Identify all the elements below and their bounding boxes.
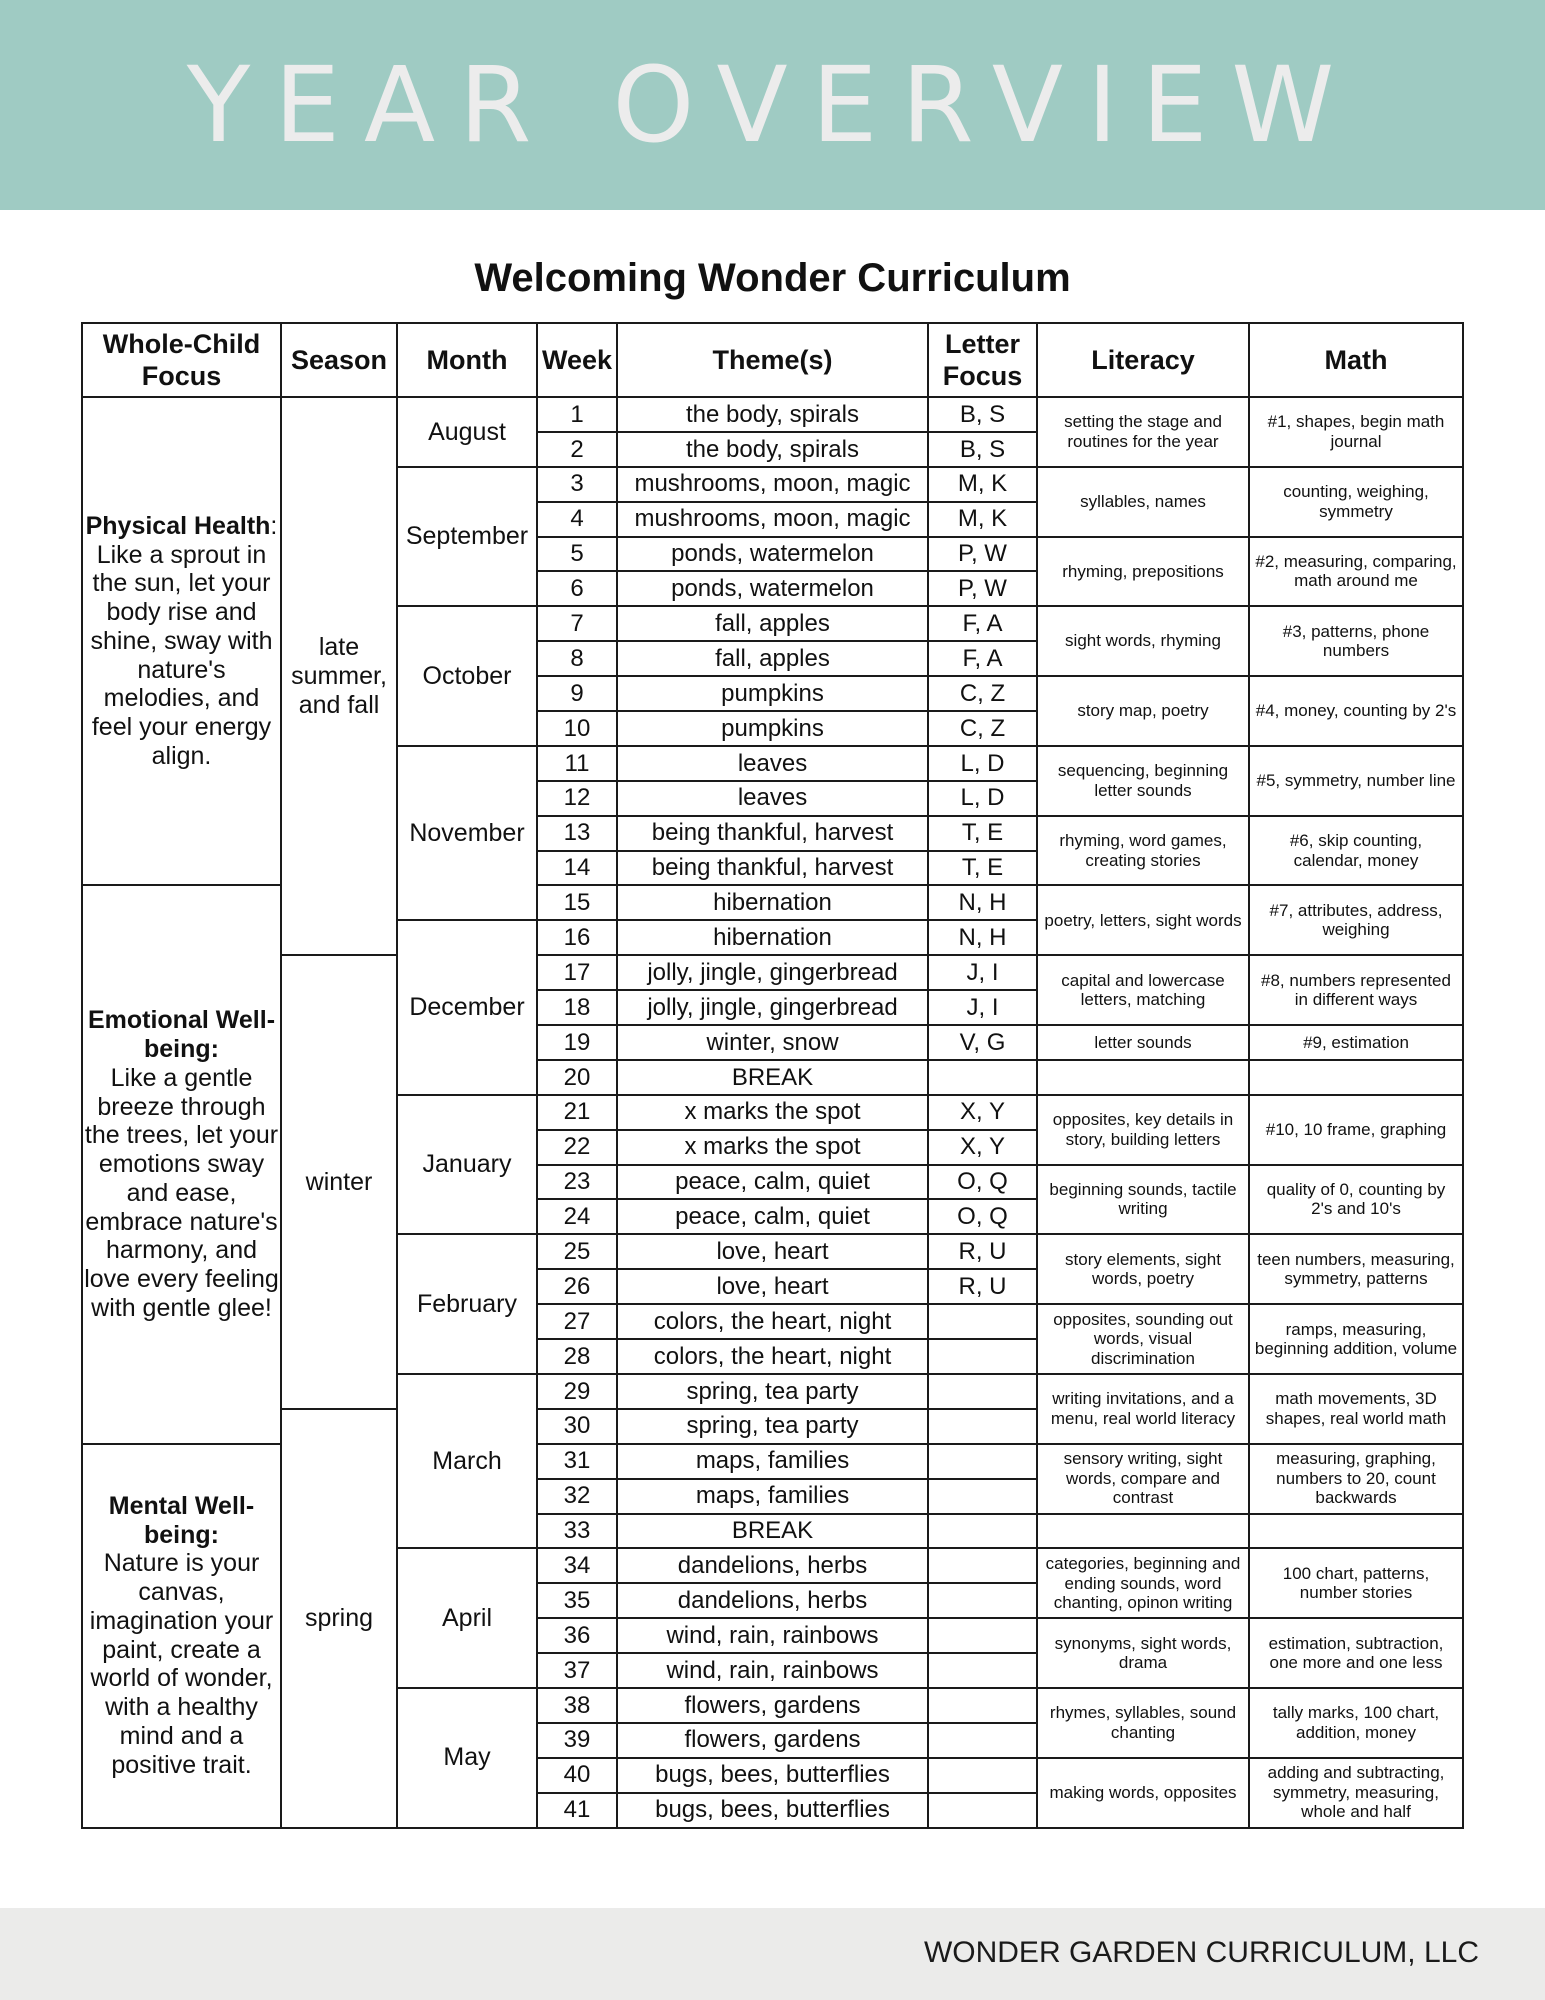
math-text: #1, shapes, begin math journal — [1267, 412, 1445, 451]
theme-cell: mushrooms, moon, magic — [617, 502, 928, 537]
week-cell: 3 — [537, 467, 617, 502]
week-cell: 9 — [537, 676, 617, 711]
math-cell — [1249, 1095, 1463, 1165]
literacy-text: rhyming, prepositions — [1062, 561, 1224, 581]
letter-focus-cell — [928, 1618, 1037, 1653]
week-cell: 35 — [537, 1583, 617, 1618]
literacy-cell — [1037, 746, 1249, 816]
letter-focus-cell — [928, 1583, 1037, 1618]
footer-company: WONDER GARDEN CURRICULUM, LLC — [923, 1936, 1479, 1969]
math-cell — [1249, 1165, 1463, 1235]
math-cell — [1249, 955, 1463, 1025]
literacy-text: opposites, sounding out words, visual discrimination — [1053, 1309, 1233, 1368]
literacy-cell — [1037, 1025, 1249, 1060]
month-cell: March — [397, 1374, 537, 1548]
math-text: adding and subtracting, symmetry, measuring, whole and half — [1267, 1763, 1445, 1822]
letter-focus-cell: C, Z — [928, 676, 1037, 711]
table-row — [82, 397, 1463, 432]
week-cell: 10 — [537, 711, 617, 746]
focus-cell — [82, 885, 281, 1443]
math-text: #4, money, counting by 2's — [1255, 701, 1457, 721]
week-cell: 2 — [537, 432, 617, 467]
theme-cell: the body, spirals — [617, 397, 928, 432]
math-text: estimation, subtraction, one more and one less — [1268, 1633, 1444, 1673]
math-text: tally marks, 100 chart, addition, money — [1272, 1703, 1440, 1742]
week-cell: 41 — [537, 1793, 617, 1828]
letter-focus-cell: M, K — [928, 502, 1037, 537]
col-header-season: Season — [281, 323, 397, 397]
week-cell: 7 — [537, 606, 617, 641]
theme-cell: flowers, gardens — [617, 1688, 928, 1723]
week-cell: 29 — [537, 1374, 617, 1409]
math-text: counting, weighing, symmetry — [1283, 482, 1429, 521]
literacy-cell — [1037, 1758, 1249, 1828]
focus-text: Like a gentle breeze through the trees, let your emotions sway and ease, embrace nature's harmony, and love every feeling with gentle glee! — [84, 1063, 279, 1322]
week-cell: 38 — [537, 1688, 617, 1723]
season-cell: spring — [281, 1409, 397, 1828]
math-cell — [1249, 1618, 1463, 1688]
math-cell — [1249, 467, 1463, 537]
week-cell: 20 — [537, 1060, 617, 1095]
theme-cell: jolly, jingle, gingerbread — [617, 955, 928, 990]
theme-cell: BREAK — [617, 1060, 928, 1095]
col-header-math: Math — [1249, 323, 1463, 397]
math-cell — [1249, 1444, 1463, 1514]
theme-cell: BREAK — [617, 1514, 928, 1549]
letter-focus-cell: T, E — [928, 816, 1037, 851]
letter-focus-cell: X, Y — [928, 1095, 1037, 1130]
banner-title: YEAR OVERVIEW — [186, 44, 1359, 166]
literacy-text: story elements, sight words, poetry — [1065, 1249, 1221, 1289]
focus-title: Mental Well-being: — [108, 1491, 255, 1549]
literacy-text: story map, poetry — [1077, 701, 1209, 721]
math-cell — [1249, 1234, 1463, 1304]
math-cell — [1249, 397, 1463, 467]
focus-text: Like a sprout in the sun, let your body rise and shine, sway with nature's melodies, and feel your energy align. — [90, 540, 273, 770]
week-cell: 27 — [537, 1304, 617, 1339]
literacy-cell — [1037, 1618, 1249, 1688]
theme-cell: wind, rain, rainbows — [617, 1653, 928, 1688]
col-header-theme: Theme(s) — [617, 323, 928, 397]
week-cell: 26 — [537, 1269, 617, 1304]
literacy-text: synonyms, sight words, drama — [1054, 1633, 1232, 1673]
letter-focus-cell: V, G — [928, 1025, 1037, 1060]
month-cell: February — [397, 1234, 537, 1374]
letter-focus-cell: L, D — [928, 781, 1037, 816]
math-cell — [1249, 606, 1463, 676]
theme-cell: spring, tea party — [617, 1374, 928, 1409]
letter-focus-cell — [928, 1479, 1037, 1514]
literacy-text: capital and lowercase letters, matching — [1061, 970, 1225, 1010]
week-cell: 17 — [537, 955, 617, 990]
week-cell: 24 — [537, 1199, 617, 1234]
theme-cell: maps, families — [617, 1444, 928, 1479]
theme-cell: ponds, watermelon — [617, 571, 928, 606]
theme-cell: peace, calm, quiet — [617, 1165, 928, 1200]
season-cell: winter — [281, 955, 397, 1409]
theme-cell: being thankful, harvest — [617, 851, 928, 886]
theme-cell: dandelions, herbs — [617, 1548, 928, 1583]
week-cell: 13 — [537, 816, 617, 851]
math-text: #7, attributes, address, weighing — [1269, 900, 1443, 940]
math-text: #8, numbers represented in different ways — [1261, 970, 1451, 1010]
literacy-text: syllables, names — [1080, 491, 1206, 511]
letter-focus-cell: P, W — [928, 571, 1037, 606]
month-cell: December — [397, 920, 537, 1094]
literacy-text: opposites, key details in story, building letters — [1052, 1110, 1234, 1149]
math-cell — [1249, 1548, 1463, 1618]
letter-focus-cell — [928, 1688, 1037, 1723]
theme-cell: maps, families — [617, 1479, 928, 1514]
literacy-text: poetry, letters, sight words — [1044, 910, 1242, 930]
literacy-text: setting the stage and routines for the year — [1064, 412, 1222, 451]
literacy-cell — [1037, 885, 1249, 955]
week-cell: 18 — [537, 990, 617, 1025]
literacy-cell — [1037, 1444, 1249, 1514]
week-cell: 31 — [537, 1444, 617, 1479]
literacy-cell — [1037, 606, 1249, 676]
math-text: teen numbers, measuring, symmetry, patterns — [1257, 1249, 1455, 1289]
math-text: ramps, measuring, beginning addition, volume — [1254, 1319, 1458, 1359]
theme-cell: ponds, watermelon — [617, 537, 928, 572]
header-row — [82, 323, 1463, 397]
letter-focus-cell: X, Y — [928, 1130, 1037, 1165]
week-cell: 36 — [537, 1618, 617, 1653]
letter-focus-cell: J, I — [928, 955, 1037, 990]
literacy-cell — [1037, 676, 1249, 746]
math-text: 100 chart, patterns, number stories — [1282, 1563, 1430, 1603]
week-cell: 1 — [537, 397, 617, 432]
theme-cell: the body, spirals — [617, 432, 928, 467]
letter-focus-cell — [928, 1060, 1037, 1095]
letter-focus-cell — [928, 1514, 1037, 1549]
letter-focus-cell: B, S — [928, 432, 1037, 467]
week-cell: 28 — [537, 1339, 617, 1374]
letter-focus-cell — [928, 1374, 1037, 1409]
math-cell — [1249, 1060, 1463, 1095]
month-cell: April — [397, 1548, 537, 1688]
literacy-cell — [1037, 1304, 1249, 1374]
letter-focus-cell: F, A — [928, 641, 1037, 676]
literacy-cell — [1037, 1548, 1249, 1618]
theme-cell: hibernation — [617, 920, 928, 955]
letter-focus-cell — [928, 1723, 1037, 1758]
theme-cell: colors, the heart, night — [617, 1304, 928, 1339]
curriculum-title: Welcoming Wonder Curriculum — [474, 256, 1071, 300]
theme-cell: leaves — [617, 781, 928, 816]
letter-focus-cell — [928, 1793, 1037, 1828]
week-cell: 40 — [537, 1758, 617, 1793]
literacy-text: sequencing, beginning letter sounds — [1057, 761, 1229, 800]
letter-focus-cell — [928, 1444, 1037, 1479]
month-cell: January — [397, 1095, 537, 1235]
year-overview-table — [81, 322, 1464, 1829]
math-cell — [1249, 1025, 1463, 1060]
math-cell — [1249, 746, 1463, 816]
literacy-text: writing invitations, and a menu, real world literacy — [1050, 1389, 1236, 1428]
letter-focus-cell: C, Z — [928, 711, 1037, 746]
math-cell — [1249, 1758, 1463, 1828]
theme-cell: pumpkins — [617, 676, 928, 711]
week-cell: 6 — [537, 571, 617, 606]
letter-focus-cell: F, A — [928, 606, 1037, 641]
theme-cell: hibernation — [617, 885, 928, 920]
week-cell: 37 — [537, 1653, 617, 1688]
theme-cell: love, heart — [617, 1269, 928, 1304]
math-cell — [1249, 1688, 1463, 1758]
week-cell: 32 — [537, 1479, 617, 1514]
month-cell: May — [397, 1688, 537, 1828]
month-cell: November — [397, 746, 537, 920]
theme-cell: fall, apples — [617, 641, 928, 676]
theme-cell: mushrooms, moon, magic — [617, 467, 928, 502]
theme-cell: winter, snow — [617, 1025, 928, 1060]
week-cell: 25 — [537, 1234, 617, 1269]
math-cell — [1249, 1374, 1463, 1444]
literacy-cell — [1037, 467, 1249, 537]
theme-cell: flowers, gardens — [617, 1723, 928, 1758]
letter-focus-cell: N, H — [928, 885, 1037, 920]
week-cell: 14 — [537, 851, 617, 886]
letter-focus-cell: B, S — [928, 397, 1037, 432]
focus-text: Nature is your canvas, imagination your paint, create a world of wonder, with a healthy mind and a positive trait. — [89, 1549, 274, 1779]
footer-bar — [0, 1908, 1545, 2000]
math-cell — [1249, 537, 1463, 607]
letter-focus-cell — [928, 1653, 1037, 1688]
theme-cell: x marks the spot — [617, 1130, 928, 1165]
week-cell: 5 — [537, 537, 617, 572]
letter-focus-cell: N, H — [928, 920, 1037, 955]
focus-cell — [82, 1444, 281, 1828]
focus-cell: Physical Health: Like a sprout in the sun, let your body rise and shine, sway with nature's melodies, and feel your energy align. — [82, 397, 281, 885]
math-cell — [1249, 1514, 1463, 1549]
math-text: measuring, graphing, numbers to 20, count backwards — [1276, 1449, 1436, 1508]
week-cell: 21 — [537, 1095, 617, 1130]
math-cell — [1249, 676, 1463, 746]
theme-cell: bugs, bees, butterflies — [617, 1793, 928, 1828]
letter-focus-cell — [928, 1304, 1037, 1339]
literacy-cell — [1037, 1374, 1249, 1444]
literacy-text: beginning sounds, tactile writing — [1049, 1179, 1237, 1219]
week-cell: 39 — [537, 1723, 617, 1758]
literacy-text: rhymes, syllables, sound chanting — [1049, 1703, 1237, 1742]
letter-focus-cell: O, Q — [928, 1199, 1037, 1234]
month-cell: September — [397, 467, 537, 607]
week-cell: 30 — [537, 1409, 617, 1444]
letter-focus-cell: T, E — [928, 851, 1037, 886]
literacy-cell — [1037, 1060, 1249, 1095]
math-cell — [1249, 885, 1463, 955]
letter-focus-cell: R, U — [928, 1269, 1037, 1304]
literacy-text: sight words, rhyming — [1065, 631, 1221, 651]
letter-focus-cell: J, I — [928, 990, 1037, 1025]
literacy-cell — [1037, 1095, 1249, 1165]
week-cell: 33 — [537, 1514, 617, 1549]
theme-cell: pumpkins — [617, 711, 928, 746]
theme-cell: jolly, jingle, gingerbread — [617, 990, 928, 1025]
theme-cell: bugs, bees, butterflies — [617, 1758, 928, 1793]
week-cell: 8 — [537, 641, 617, 676]
letter-focus-cell — [928, 1339, 1037, 1374]
math-text: #5, symmetry, number line — [1256, 771, 1456, 791]
math-cell — [1249, 816, 1463, 886]
table-row — [82, 955, 1463, 990]
week-cell: 22 — [537, 1130, 617, 1165]
col-header-month: Month — [397, 323, 537, 397]
literacy-cell — [1037, 1234, 1249, 1304]
math-text: #3, patterns, phone numbers — [1282, 621, 1430, 661]
letter-focus-cell — [928, 1548, 1037, 1583]
week-cell: 19 — [537, 1025, 617, 1060]
literacy-text: rhyming, word games, creating stories — [1059, 831, 1227, 870]
literacy-text: making words, opposites — [1049, 1782, 1237, 1802]
math-cell — [1249, 1304, 1463, 1374]
theme-cell: wind, rain, rainbows — [617, 1618, 928, 1653]
month-cell: October — [397, 606, 537, 746]
week-cell: 23 — [537, 1165, 617, 1200]
literacy-cell — [1037, 1514, 1249, 1549]
theme-cell: being thankful, harvest — [617, 816, 928, 851]
theme-cell: dandelions, herbs — [617, 1583, 928, 1618]
letter-focus-cell: L, D — [928, 746, 1037, 781]
week-cell: 34 — [537, 1548, 617, 1583]
theme-cell: love, heart — [617, 1234, 928, 1269]
focus-title: Physical Health — [85, 511, 271, 540]
week-cell: 12 — [537, 781, 617, 816]
week-cell: 16 — [537, 920, 617, 955]
letter-focus-cell: P, W — [928, 537, 1037, 572]
theme-cell: peace, calm, quiet — [617, 1199, 928, 1234]
literacy-cell — [1037, 816, 1249, 886]
math-text: math movements, 3D shapes, real world math — [1265, 1389, 1447, 1428]
month-cell: August — [397, 397, 537, 467]
literacy-cell — [1037, 1165, 1249, 1235]
season-cell: late summer, and fall — [281, 397, 397, 955]
week-cell: 11 — [537, 746, 617, 781]
week-cell: 4 — [537, 502, 617, 537]
letter-focus-cell — [928, 1758, 1037, 1793]
math-text: #2, measuring, comparing, math around me — [1255, 551, 1457, 591]
math-text: #10, 10 frame, graphing — [1265, 1119, 1447, 1139]
col-header-literacy: Literacy — [1037, 323, 1249, 397]
literacy-cell — [1037, 397, 1249, 467]
math-text: #6, skip counting, calendar, money — [1289, 831, 1423, 870]
literacy-cell — [1037, 955, 1249, 1025]
literacy-cell — [1037, 537, 1249, 607]
letter-focus-cell — [928, 1409, 1037, 1444]
literacy-text: categories, beginning and ending sounds, word chanting, opinon writing — [1045, 1553, 1241, 1613]
table-body — [82, 397, 1463, 1828]
letter-focus-cell: O, Q — [928, 1165, 1037, 1200]
math-text: #9, estimation — [1303, 1032, 1409, 1052]
week-cell: 15 — [537, 885, 617, 920]
header-banner — [0, 0, 1545, 210]
theme-cell: leaves — [617, 746, 928, 781]
theme-cell: x marks the spot — [617, 1095, 928, 1130]
col-header-focus: Whole-Child Focus — [82, 323, 281, 397]
literacy-cell — [1037, 1688, 1249, 1758]
letter-focus-cell: M, K — [928, 467, 1037, 502]
focus-title: Emotional Well-being: — [87, 1006, 276, 1064]
letter-focus-cell: R, U — [928, 1234, 1037, 1269]
math-text: quality of 0, counting by 2's and 10's — [1266, 1179, 1446, 1219]
literacy-text: sensory writing, sight words, compare and contrast — [1063, 1449, 1223, 1508]
theme-cell: spring, tea party — [617, 1409, 928, 1444]
literacy-text: letter sounds — [1094, 1032, 1192, 1052]
col-header-week: Week — [537, 323, 617, 397]
theme-cell: colors, the heart, night — [617, 1339, 928, 1374]
col-header-letter-focus: Letter Focus — [928, 323, 1037, 397]
theme-cell: fall, apples — [617, 606, 928, 641]
